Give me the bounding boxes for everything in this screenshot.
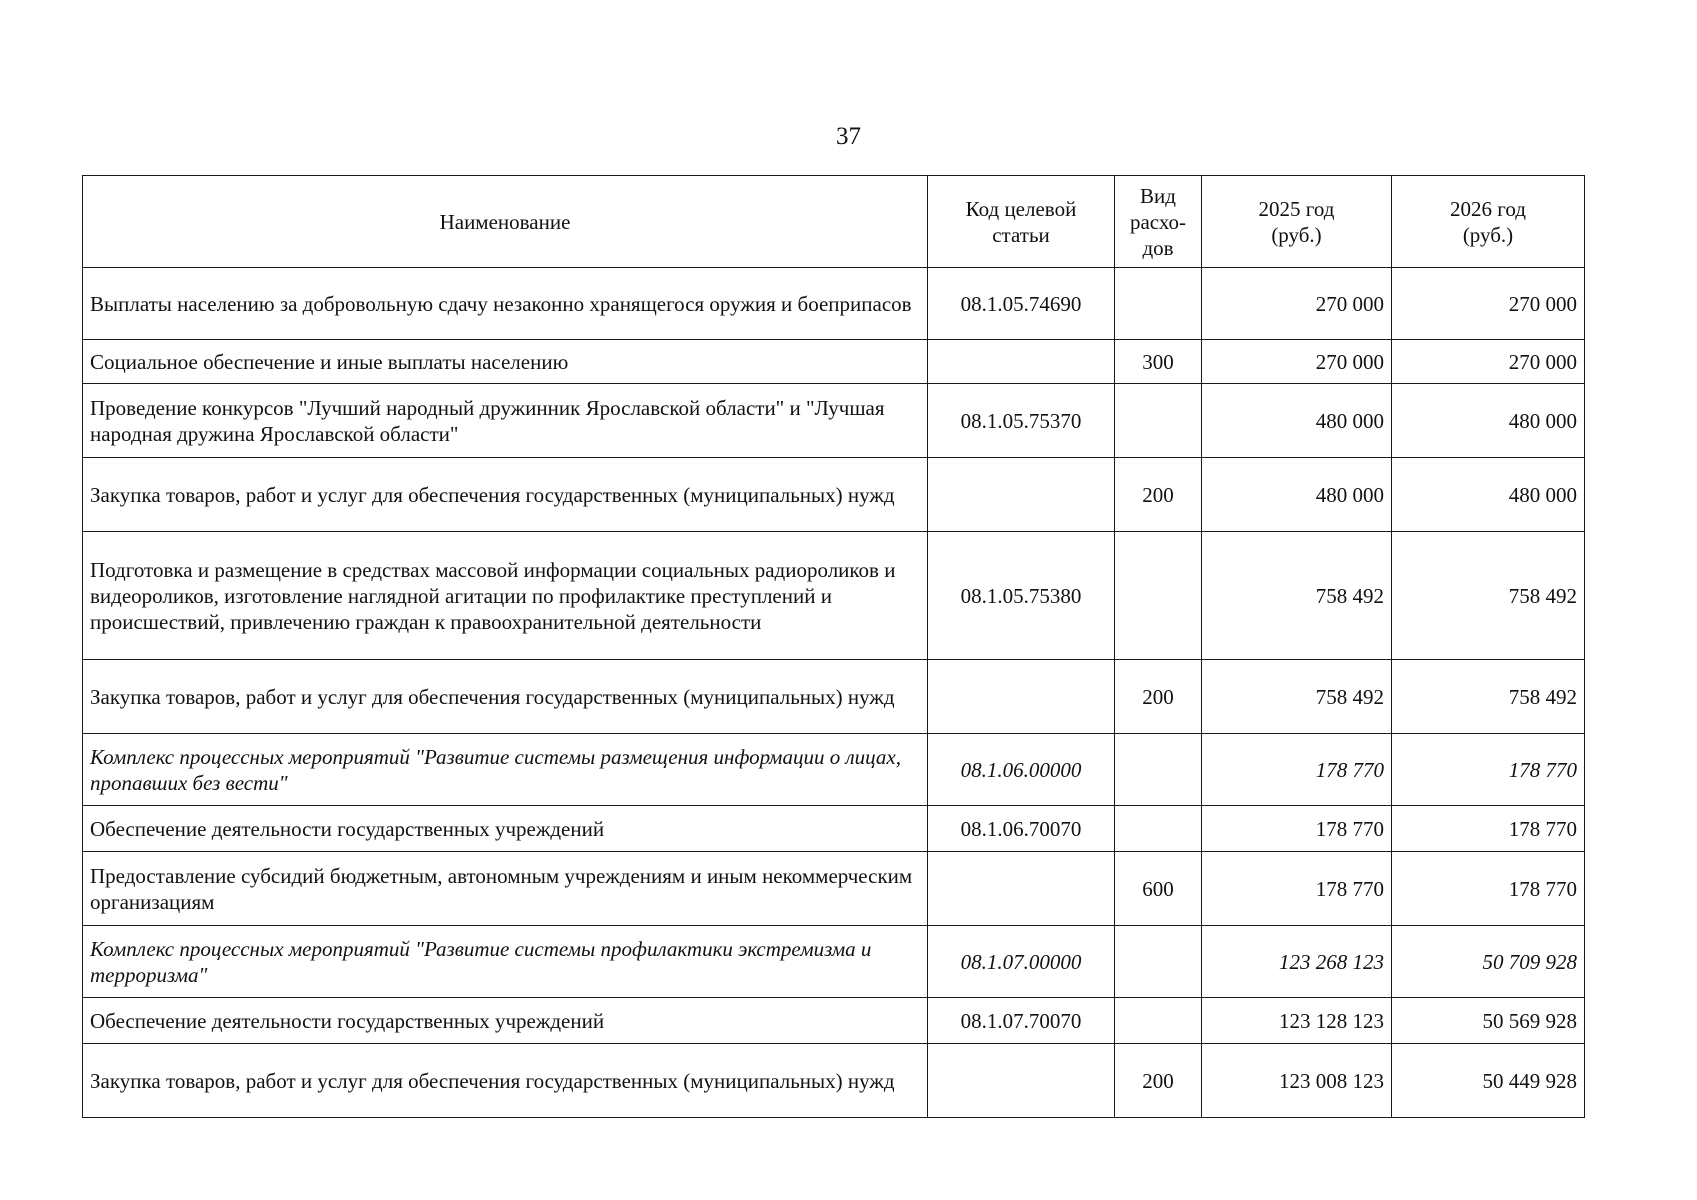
row-2025: 758 492 [1202, 532, 1392, 660]
row-2025: 270 000 [1202, 268, 1392, 340]
table-row [83, 384, 1585, 458]
row-2026: 480 000 [1392, 384, 1585, 458]
row-kind [1115, 926, 1202, 998]
header-2025: 2025 год (руб.) [1202, 176, 1392, 268]
row-2026: 480 000 [1392, 458, 1585, 532]
row-2025: 480 000 [1202, 458, 1392, 532]
page-number: 37 [836, 123, 861, 150]
table-row [83, 806, 1585, 852]
row-2026: 50 569 928 [1392, 998, 1585, 1044]
table-row [83, 532, 1585, 660]
row-kind [1115, 268, 1202, 340]
row-kind: 200 [1115, 1044, 1202, 1118]
row-kind [1115, 532, 1202, 660]
row-name: Подготовка и размещение в средствах массовой информации социальных радиороликов и видеороликов, изготовление наглядной агитации по профилактике преступлений и происшествий, привлечению граждан к правоохранительной деятельности [83, 532, 928, 660]
row-name: Проведение конкурсов "Лучший народный дружинник Ярославской области" и "Лучшая народная дружина Ярославской области" [83, 384, 928, 458]
table-row [83, 660, 1585, 734]
row-code: 08.1.05.74690 [928, 268, 1115, 340]
row-2026: 178 770 [1392, 734, 1585, 806]
row-2026: 50 709 928 [1392, 926, 1585, 998]
table-body [83, 268, 1585, 1118]
row-code: 08.1.05.75380 [928, 532, 1115, 660]
row-name: Обеспечение деятельности государственных учреждений [83, 806, 928, 852]
row-2025: 178 770 [1202, 852, 1392, 926]
budget-table [82, 175, 1585, 1118]
header-kind: Вид расхо-дов [1115, 176, 1202, 268]
header-name: Наименование [83, 176, 928, 268]
row-2026: 758 492 [1392, 532, 1585, 660]
row-2025: 480 000 [1202, 384, 1392, 458]
row-2025: 270 000 [1202, 340, 1392, 384]
row-kind [1115, 806, 1202, 852]
row-2025: 758 492 [1202, 660, 1392, 734]
row-kind [1115, 384, 1202, 458]
row-code: 08.1.05.75370 [928, 384, 1115, 458]
row-2025: 123 008 123 [1202, 1044, 1392, 1118]
header-2026: 2026 год (руб.) [1392, 176, 1585, 268]
row-code: 08.1.06.00000 [928, 734, 1115, 806]
row-kind: 200 [1115, 660, 1202, 734]
row-code [928, 1044, 1115, 1118]
row-name: Комплекс процессных мероприятий "Развитие системы размещения информации о лицах, пропавших без вести" [83, 734, 928, 806]
row-code: 08.1.06.70070 [928, 806, 1115, 852]
header-row [83, 176, 1585, 268]
row-code [928, 852, 1115, 926]
row-kind: 300 [1115, 340, 1202, 384]
row-2026: 178 770 [1392, 852, 1585, 926]
row-name: Комплекс процессных мероприятий "Развитие системы профилактики экстремизма и терроризма" [83, 926, 928, 998]
row-2025: 123 268 123 [1202, 926, 1392, 998]
row-kind [1115, 734, 1202, 806]
row-code: 08.1.07.70070 [928, 998, 1115, 1044]
row-2026: 270 000 [1392, 268, 1585, 340]
row-2025: 178 770 [1202, 806, 1392, 852]
row-kind: 200 [1115, 458, 1202, 532]
row-code [928, 340, 1115, 384]
table-row [83, 998, 1585, 1044]
header-code: Код целевой статьи [928, 176, 1115, 268]
row-2026: 758 492 [1392, 660, 1585, 734]
row-2025: 123 128 123 [1202, 998, 1392, 1044]
table-row [83, 340, 1585, 384]
row-2025: 178 770 [1202, 734, 1392, 806]
row-code [928, 458, 1115, 532]
row-code: 08.1.07.00000 [928, 926, 1115, 998]
row-2026: 178 770 [1392, 806, 1585, 852]
row-name: Предоставление субсидий бюджетным, автономным учреждениям и иным некоммерческим организациям [83, 852, 928, 926]
table-row [83, 926, 1585, 998]
row-2026: 270 000 [1392, 340, 1585, 384]
row-name: Закупка товаров, работ и услуг для обеспечения государственных (муниципальных) нужд [83, 1044, 928, 1118]
row-name: Социальное обеспечение и иные выплаты населению [83, 340, 928, 384]
row-name: Закупка товаров, работ и услуг для обеспечения государственных (муниципальных) нужд [83, 660, 928, 734]
row-kind: 600 [1115, 852, 1202, 926]
row-name: Выплаты населению за добровольную сдачу незаконно хранящегося оружия и боеприпасов [83, 268, 928, 340]
table-row [83, 852, 1585, 926]
row-name: Обеспечение деятельности государственных учреждений [83, 998, 928, 1044]
row-code [928, 660, 1115, 734]
row-name: Закупка товаров, работ и услуг для обеспечения государственных (муниципальных) нужд [83, 458, 928, 532]
table-row [83, 734, 1585, 806]
table-row [83, 458, 1585, 532]
table-header [83, 176, 1585, 268]
row-2026: 50 449 928 [1392, 1044, 1585, 1118]
table-row [83, 268, 1585, 340]
table-row [83, 1044, 1585, 1118]
row-kind [1115, 998, 1202, 1044]
